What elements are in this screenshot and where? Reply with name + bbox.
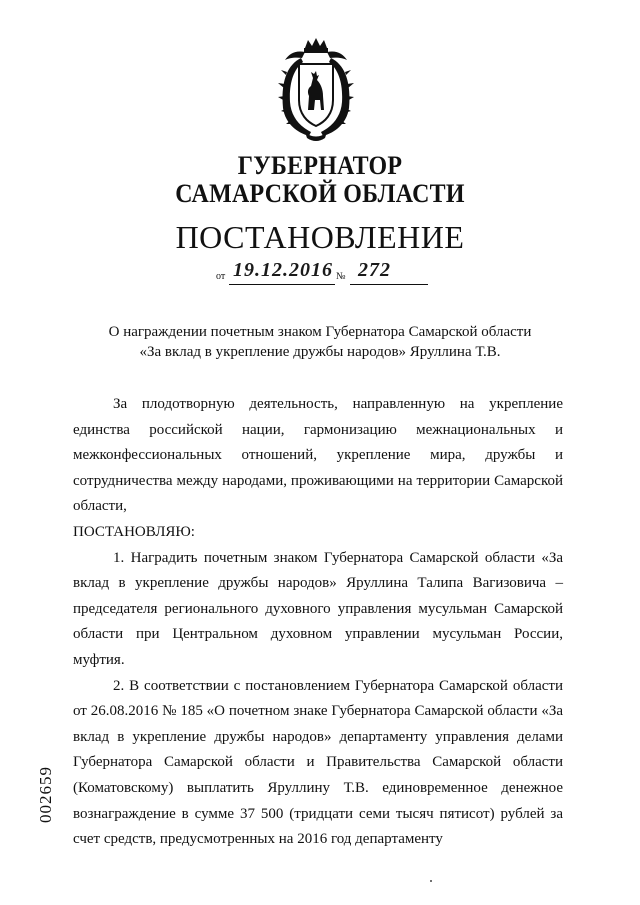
document-type-title: ПОСТАНОВЛЕНИЕ	[175, 219, 465, 255]
clause-2-paragraph: 2. В соответствии с постановлением Губернатора Самарской области от 26.08.2016 № 185 «О почетном знаке Губернатора Самарской области «За вклад в укрепление дружбы народов» департаменту управления делами Губернатора Самарской области и Правительства Самарской области (Коматовскому) выплатить Яруллину Т.В. единовременное денежное вознаграждение в сумме 37 500 (тридцати семи тысяч пятисот) рублей за счет средств, предусмотренных на 2016 год департаменту	[73, 677, 563, 848]
date-number-line	[216, 259, 456, 287]
coat-of-arms-icon	[275, 38, 357, 142]
number-label: №	[336, 271, 346, 282]
decree-keyword: ПОСТАНОВЛЯЮ:	[73, 523, 195, 540]
document-body	[73, 392, 563, 853]
header-title-line2: САМАРСКОЙ ОБЛАСТИ	[175, 179, 465, 208]
preamble-paragraph: За плодотворную деятельность, направленную на укрепление единства российской нации, гармонизацию межнациональных и межконфессиональных отношений, укрепление мира, дружбы и сотрудничества между народами, проживающими на территории Самарской области,	[73, 396, 563, 515]
subject-line-1: О награждении почетным знаком Губернатора Самарской области	[108, 324, 532, 340]
document-subject	[60, 322, 580, 362]
header-title-line1: ГУБЕРНАТОР	[237, 151, 403, 180]
date-label: от	[216, 271, 226, 282]
handwritten-number: 272	[358, 259, 391, 281]
scan-speck	[430, 880, 432, 882]
date-underline	[229, 284, 335, 285]
subject-line-2: «За вклад в укрепление дружбы народов» Яруллина Т.В.	[139, 344, 501, 360]
clause-1-paragraph: 1. Наградить почетным знаком Губернатора Самарской области «За вклад в укрепление дружбы народов» Яруллина Талипа Вагизовича – председателя регионального духовного управления мусульман Самарской области при Центральном духовном управлении мусульман России, муфтия.	[73, 549, 563, 668]
number-underline	[350, 284, 428, 285]
handwritten-date: 19.12.2016	[233, 259, 333, 281]
side-registration-number: 002659	[36, 766, 55, 823]
